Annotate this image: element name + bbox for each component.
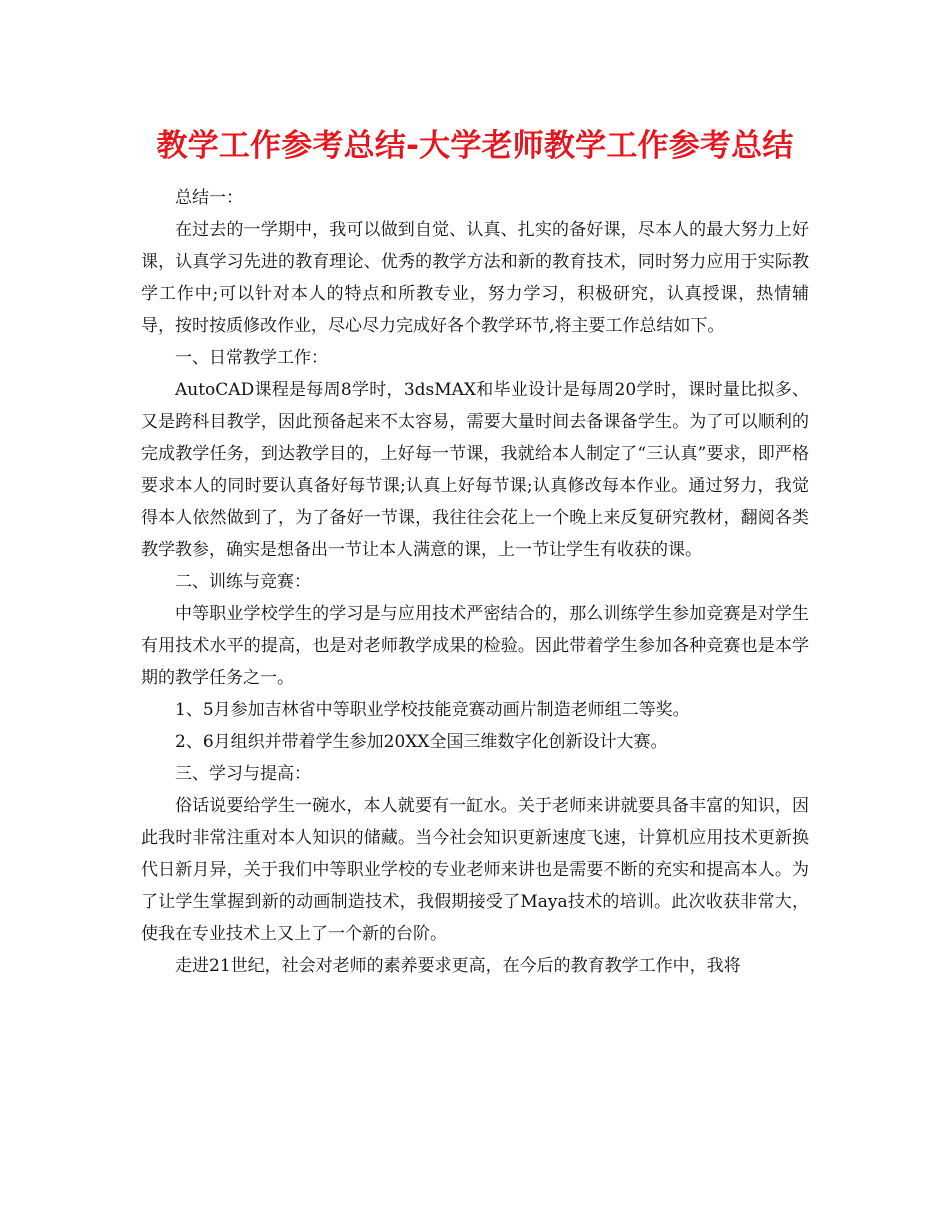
section-heading-learning-improvement: 三、学习与提高： [175, 764, 311, 784]
learning-improvement-paragraph: 俗话说要给学生一碗水，本人就要有一缸水。关于老师来讲就要具备丰富的知识，因此我时非常注重对本人知识的储藏。当今社会知识更新速度飞速，计算机应用技术更新换代日新月异，关于我们中等职业学校的专业老师来讲也是需要不断的充实和提高本人。为了让学生掌握到新的动画制造技术，我假期接受了Maya技术的培训。此次收获非常大，使我在专业技术上又上了一个新的台阶。 [141, 796, 809, 944]
list-item-award: 1、5月参加吉林省中等职业学校技能竞赛动画片制造老师组二等奖。 [175, 700, 690, 720]
daily-teaching-paragraph: AutoCAD课程是每周8学时，3dsMAX和毕业设计是每周20学时，课时量比拟多、又是跨科目教学，因此预备起来不太容易，需要大量时间去备课备学生。为了可以顺利的完成教学任务，到达教学目的，上好每一节课，我就给本人制定了“三认真”要求，即严格要求本人的同时要认真备好每节课;认真上好每节课;认真修改每本作业。通过努力，我觉得本人依然做到了，为了备好一节课，我往往会花上一个晚上来反复研究教材，翻阅各类教学教参，确实是想备出一节让本人满意的课，上一节让学生有收获的课。 [141, 380, 809, 560]
document-page [141, 118, 809, 982]
section-label-summary-one: 总结一： [175, 188, 243, 208]
document-body [141, 182, 809, 982]
section-heading-training-competition: 二、训练与竞赛： [175, 572, 311, 592]
list-item-contest: 2、6月组织并带着学生参加20XX全国三维数字化创新设计大赛。 [175, 732, 668, 752]
document-title: 教学工作参考总结-大学老师教学工作参考总结 [156, 128, 794, 164]
section-heading-daily-teaching: 一、日常教学工作： [175, 348, 328, 368]
training-competition-paragraph: 中等职业学校学生的学习是与应用技术严密结合的，那么训练学生参加竞赛是对学生有用技术水平的提高，也是对老师教学成果的检验。因此带着学生参加各种竞赛也是本学期的教学任务之一。 [141, 604, 809, 688]
intro-paragraph: 在过去的一学期中，我可以做到自觉、认真、扎实的备好课，尽本人的最大努力上好课，认真学习先进的教育理论、优秀的教学方法和新的教育技术，同时努力应用于实际教学工作中;可以针对本人的特点和所教专业，努力学习，积极研究，认真授课，热情辅导，按时按质修改作业，尽心尽力完成好各个教学环节,将主要工作总结如下。 [141, 220, 809, 336]
closing-paragraph-start: 走进21世纪，社会对老师的素养要求更高，在今后的教育教学工作中，我将 [175, 956, 741, 976]
